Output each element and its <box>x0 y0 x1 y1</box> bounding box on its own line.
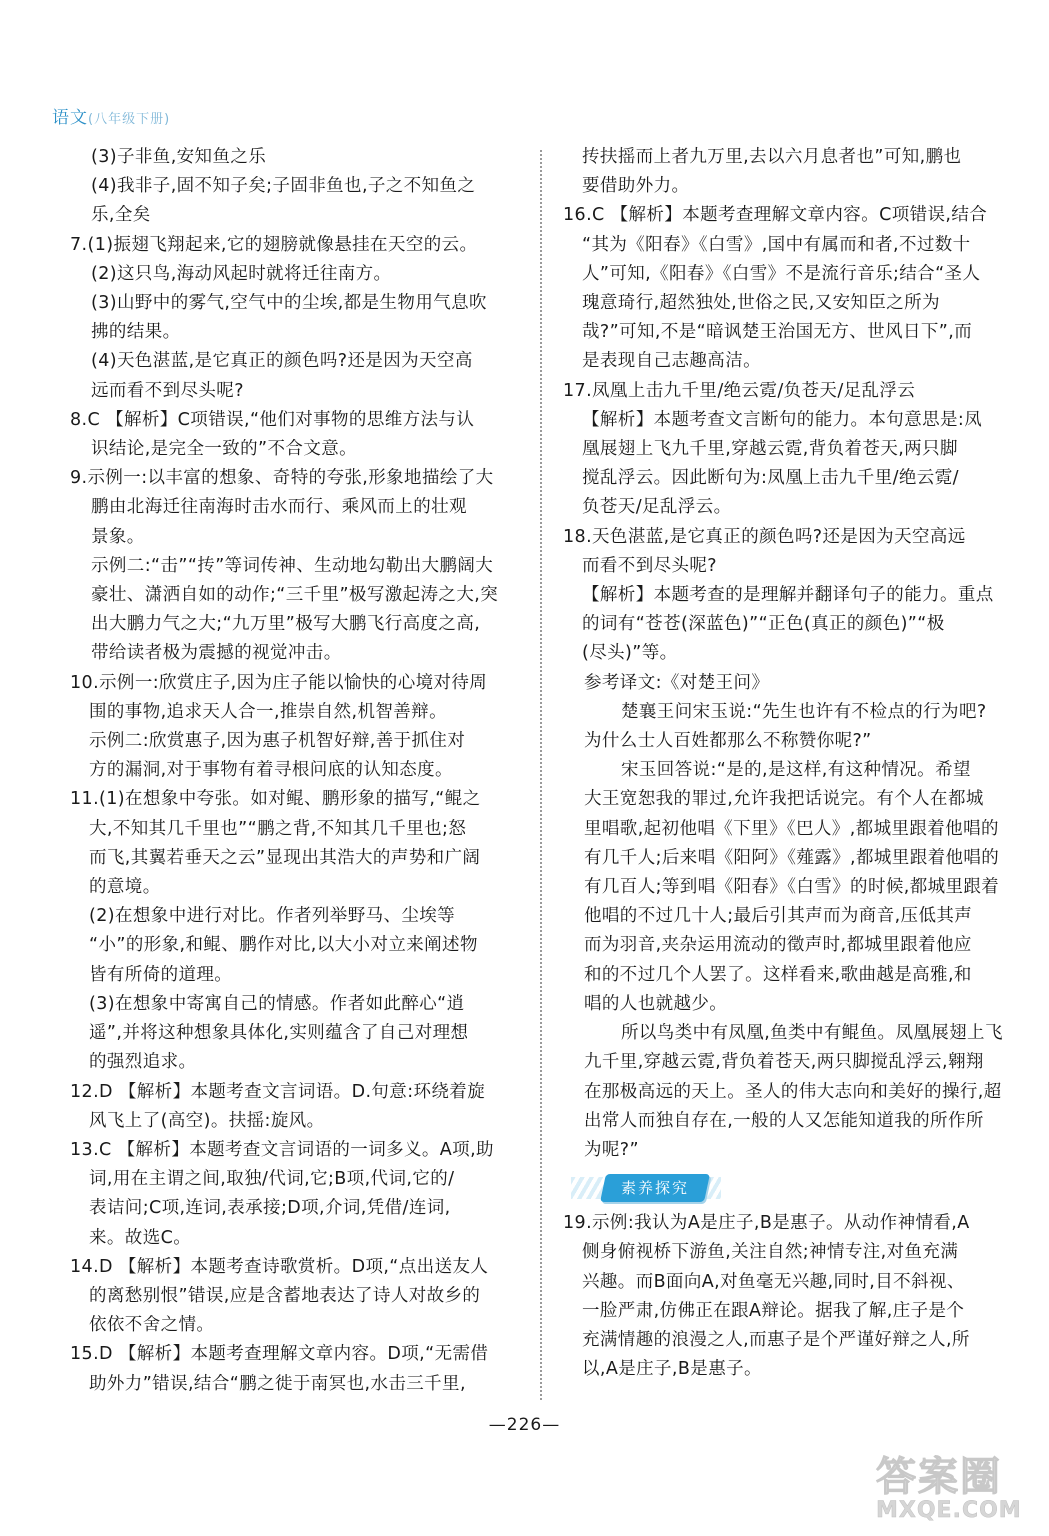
text-line: 10.示例一:欣赏庄子,因为庄子能以愉快的心境对待周 <box>70 672 488 693</box>
text-line: 楚襄王问宋玉说:“先生也许有不检点的行为吧? <box>621 701 987 722</box>
banner-tag <box>600 1174 710 1202</box>
text-line: 出大鹏力气之大;“九万里”极写大鹏飞行高度之高, <box>91 614 481 635</box>
text-line: 而飞,其翼若垂天之云”显现出其浩大的声势和广阔 <box>89 847 481 868</box>
text-line: 9.示例一:以丰富的想象、奇特的夸张,形象地描绘了大 <box>70 468 494 489</box>
text-line: 为呢?” <box>584 1139 639 1160</box>
text-line: (3)子非鱼,安知鱼之乐 <box>91 147 267 167</box>
text-line: 识结论,是完全一致的”不合文意。 <box>91 439 358 460</box>
text-line: 宋玉回答说:“是的,是这样,有这种情况。希望 <box>621 760 971 781</box>
text-line: 15.D 【解析】本题考查理解文章内容。D项,“无需借 <box>70 1344 489 1365</box>
text-line: 以,A是庄子,B是惠子。 <box>582 1359 762 1380</box>
text-line: 乐,全矣 <box>91 205 151 226</box>
text-line: 里唱歌,起初他唱《下里》《巴人》,都城里跟着他唱的 <box>584 818 999 839</box>
subject-label: 语文 <box>52 108 88 128</box>
text-line: 而看不到尽头呢? <box>582 555 717 576</box>
text-line: “其为《阳春》《白雪》,国中有属而和者,不过数十 <box>582 234 971 255</box>
text-line: 出常人而独自存在,一般的人又怎能知道我的所作所 <box>584 1110 984 1131</box>
text-line: 16.C 【解析】本题考查理解文章内容。C项错误,结合 <box>563 205 988 226</box>
text-line: 的意境。 <box>89 877 161 898</box>
text-line: 而为羽音,夹杂运用流动的徵声时,都城里跟着他应 <box>584 935 972 956</box>
text-line: 词,用在主谓之间,取独/代词,它;B项,代词,它的/ <box>89 1169 455 1190</box>
text-line: 18.天色湛蓝,是它真正的颜色吗?还是因为天空高远 <box>563 526 966 547</box>
text-line: 大,不知其几千里也”“鹏之背,不知其几千里也;怒 <box>89 818 467 839</box>
text-line: 景象。 <box>91 526 145 547</box>
text-line: 是表现自己志趣高洁。 <box>582 351 761 372</box>
text-line: 搅乱浮云。因此断句为:凤凰上击九千里/绝云霓/ <box>582 468 959 489</box>
text-line: 有几百人;等到唱《阳春》《白雪》的时候,都城里跟着 <box>584 877 1000 898</box>
text-line: 抟扶摇而上者九万里,去以六月息者也”可知,鹏也 <box>582 147 962 167</box>
text-line: 风飞上了(高空)。扶摇:旋风。 <box>89 1110 325 1131</box>
text-line: 侧身俯视桥下游鱼,关注自然;神情专注,对鱼充满 <box>582 1242 959 1263</box>
right-column-answers <box>563 143 1003 1165</box>
text-line: 和的不过几个人罢了。这样看来,歌曲越是高雅,和 <box>584 964 972 985</box>
column-divider <box>540 150 542 1400</box>
text-line: 远而看不到尽头呢? <box>91 380 244 401</box>
text-line: (2)在想象中进行对比。作者列举野马、尘埃等 <box>89 906 456 927</box>
watermark-logo <box>876 1455 1036 1525</box>
text-line: “小”的形象,和鲲、鹏作对比,以大小对立来阐述物 <box>89 935 478 956</box>
text-line: 唱的人也就越少。 <box>584 993 728 1014</box>
text-line: 11.(1)在想象中夸张。如对鲲、鹏形象的描写,“鲲之 <box>70 789 481 810</box>
text-line: 为什么士人百姓都那么不称赞你呢?” <box>584 731 872 752</box>
text-line: 来。故选C。 <box>89 1227 192 1248</box>
text-line: 【解析】本题考查文言断句的能力。本句意思是:凤 <box>582 409 983 430</box>
text-line: 哉?”可知,不是“暗讽楚王治国无方、世风日下”,而 <box>582 322 973 343</box>
text-line: (2)这只鸟,海动风起时就将迁往南方。 <box>91 263 392 284</box>
text-line: 所以鸟类中有凤凰,鱼类中有鲲鱼。凤凰展翅上飞 <box>621 1023 1003 1044</box>
text-line: 8.C 【解析】C项错误,“他们对事物的思维方法与认 <box>70 409 475 430</box>
text-line: 19.示例:我认为A是庄子,B是惠子。从动作神情看,A <box>563 1213 970 1234</box>
left-column <box>70 143 525 1399</box>
text-line: 13.C 【解析】本题考查文言词语的一词多义。A项,助 <box>70 1139 494 1160</box>
text-line: 大王宽恕我的罪过,允许我把话说完。有个人在都城 <box>584 789 984 810</box>
text-line: 人”可知,《阳春》《白雪》不是流行音乐;结合“圣人 <box>582 263 981 284</box>
section-banner <box>571 1173 721 1203</box>
text-line: 参考译文:《对楚王问》 <box>584 672 770 693</box>
watermark-top: 答案圈 <box>876 1454 1002 1500</box>
text-line: (4)我非子,固不知子矣;子固非鱼也,子之不知鱼之 <box>91 176 476 197</box>
text-line: 一脸严肃,仿佛正在跟A辩论。据我了解,庄子是个 <box>582 1300 965 1321</box>
text-line: 在那极高远的天上。圣人的伟大志向和美好的操行,超 <box>584 1081 1002 1102</box>
text-line: 充满情趣的浪漫之人,而惠子是个严谨好辩之人,所 <box>582 1329 970 1350</box>
text-line: 瑰意琦行,超然独处,世俗之民,又安知臣之所为 <box>582 293 940 314</box>
text-line: 示例二:欣赏惠子,因为惠子机智好辩,善于抓住对 <box>89 731 466 752</box>
text-line: 负苍天/足乱浮云。 <box>582 497 732 518</box>
text-line: 【解析】本题考查的是理解并翻译句子的能力。重点 <box>582 585 994 606</box>
page-header <box>52 103 170 128</box>
text-line: 方的漏洞,对于事物有着寻根问底的认知态度。 <box>89 760 453 781</box>
page-number: —226— <box>488 1415 561 1435</box>
text-line: 表诘问;C项,连词,表承接;D项,介词,凭借/连词, <box>89 1198 451 1219</box>
grade-label: (八年级下册) <box>88 112 171 127</box>
text-line: 助外力”错误,结合“鹏之徙于南冥也,水击三千里, <box>89 1373 466 1394</box>
text-line: 带给读者极为震撼的视觉冲击。 <box>91 643 342 664</box>
text-line: 示例二:“击”“抟”等词传神、生动地勾勒出大鹏阔大 <box>91 555 494 576</box>
text-line: 要借助外力。 <box>582 176 690 197</box>
text-line: 凰展翅上飞九千里,穿越云霓,背负着苍天,两只脚 <box>582 439 958 460</box>
text-line: 兴趣。而B面向A,对鱼毫无兴趣,同时,目不斜视、 <box>582 1271 965 1292</box>
text-line: 皆有所倚的道理。 <box>89 964 233 985</box>
text-line: 的离愁别恨”错误,应是含蓄地表达了诗人对故乡的 <box>89 1285 481 1306</box>
text-line: (尽头)”等。 <box>582 643 678 664</box>
text-line: 的词有“苍苍(深蓝色)”“正色(真正的颜色)”“极 <box>582 614 945 635</box>
right-column-inquiry <box>563 1209 999 1384</box>
text-line: 围的事物,追求天人合一,推崇自然,机智善辩。 <box>89 701 447 722</box>
banner-label: 素养探究 <box>620 1179 689 1198</box>
text-line: 7.(1)振翅飞翔起来,它的翅膀就像悬挂在天空的云。 <box>70 234 478 255</box>
text-line: (4)天色湛蓝,是它真正的颜色吗?还是因为天空高 <box>91 351 473 372</box>
text-line: 依依不舍之情。 <box>89 1315 215 1336</box>
text-line: 12.D 【解析】本题考查文言词语。D.句意:环绕着旋 <box>70 1081 486 1102</box>
watermark-bottom: MXQE.COM <box>876 1498 1022 1523</box>
right-column <box>563 143 1003 1384</box>
text-line: 鹏由北海迁往南海时击水而行、乘风而上的壮观 <box>91 497 467 518</box>
text-line: 九千里,穿越云霓,背负着苍天,两只脚搅乱浮云,翱翔 <box>584 1052 984 1073</box>
text-line: (3)山野中的雾气,空气中的尘埃,都是生物用气息吹 <box>91 293 487 314</box>
text-line: 的强烈追求。 <box>89 1052 197 1073</box>
text-line: 拂的结果。 <box>91 322 181 343</box>
text-line: 17.凤凰上击九千里/绝云霓/负苍天/足乱浮云 <box>563 380 916 401</box>
text-line: (3)在想象中寄寓自己的情感。作者如此醉心“逍 <box>89 993 465 1014</box>
text-line: 豪壮、潇洒自如的动作;“三千里”极写激起涛之大,突 <box>91 585 499 606</box>
text-line: 遥”,并将这种想象具体化,实则蕴含了自己对理想 <box>89 1023 469 1044</box>
text-line: 14.D 【解析】本题考查诗歌赏析。D项,“点出送友人 <box>70 1256 489 1277</box>
text-line: 他唱的不过几十人;最后引其声而为商音,压低其声 <box>584 906 973 927</box>
text-line: 有几千人;后来唱《阳阿》《薤露》,都城里跟着他唱的 <box>584 847 1000 868</box>
